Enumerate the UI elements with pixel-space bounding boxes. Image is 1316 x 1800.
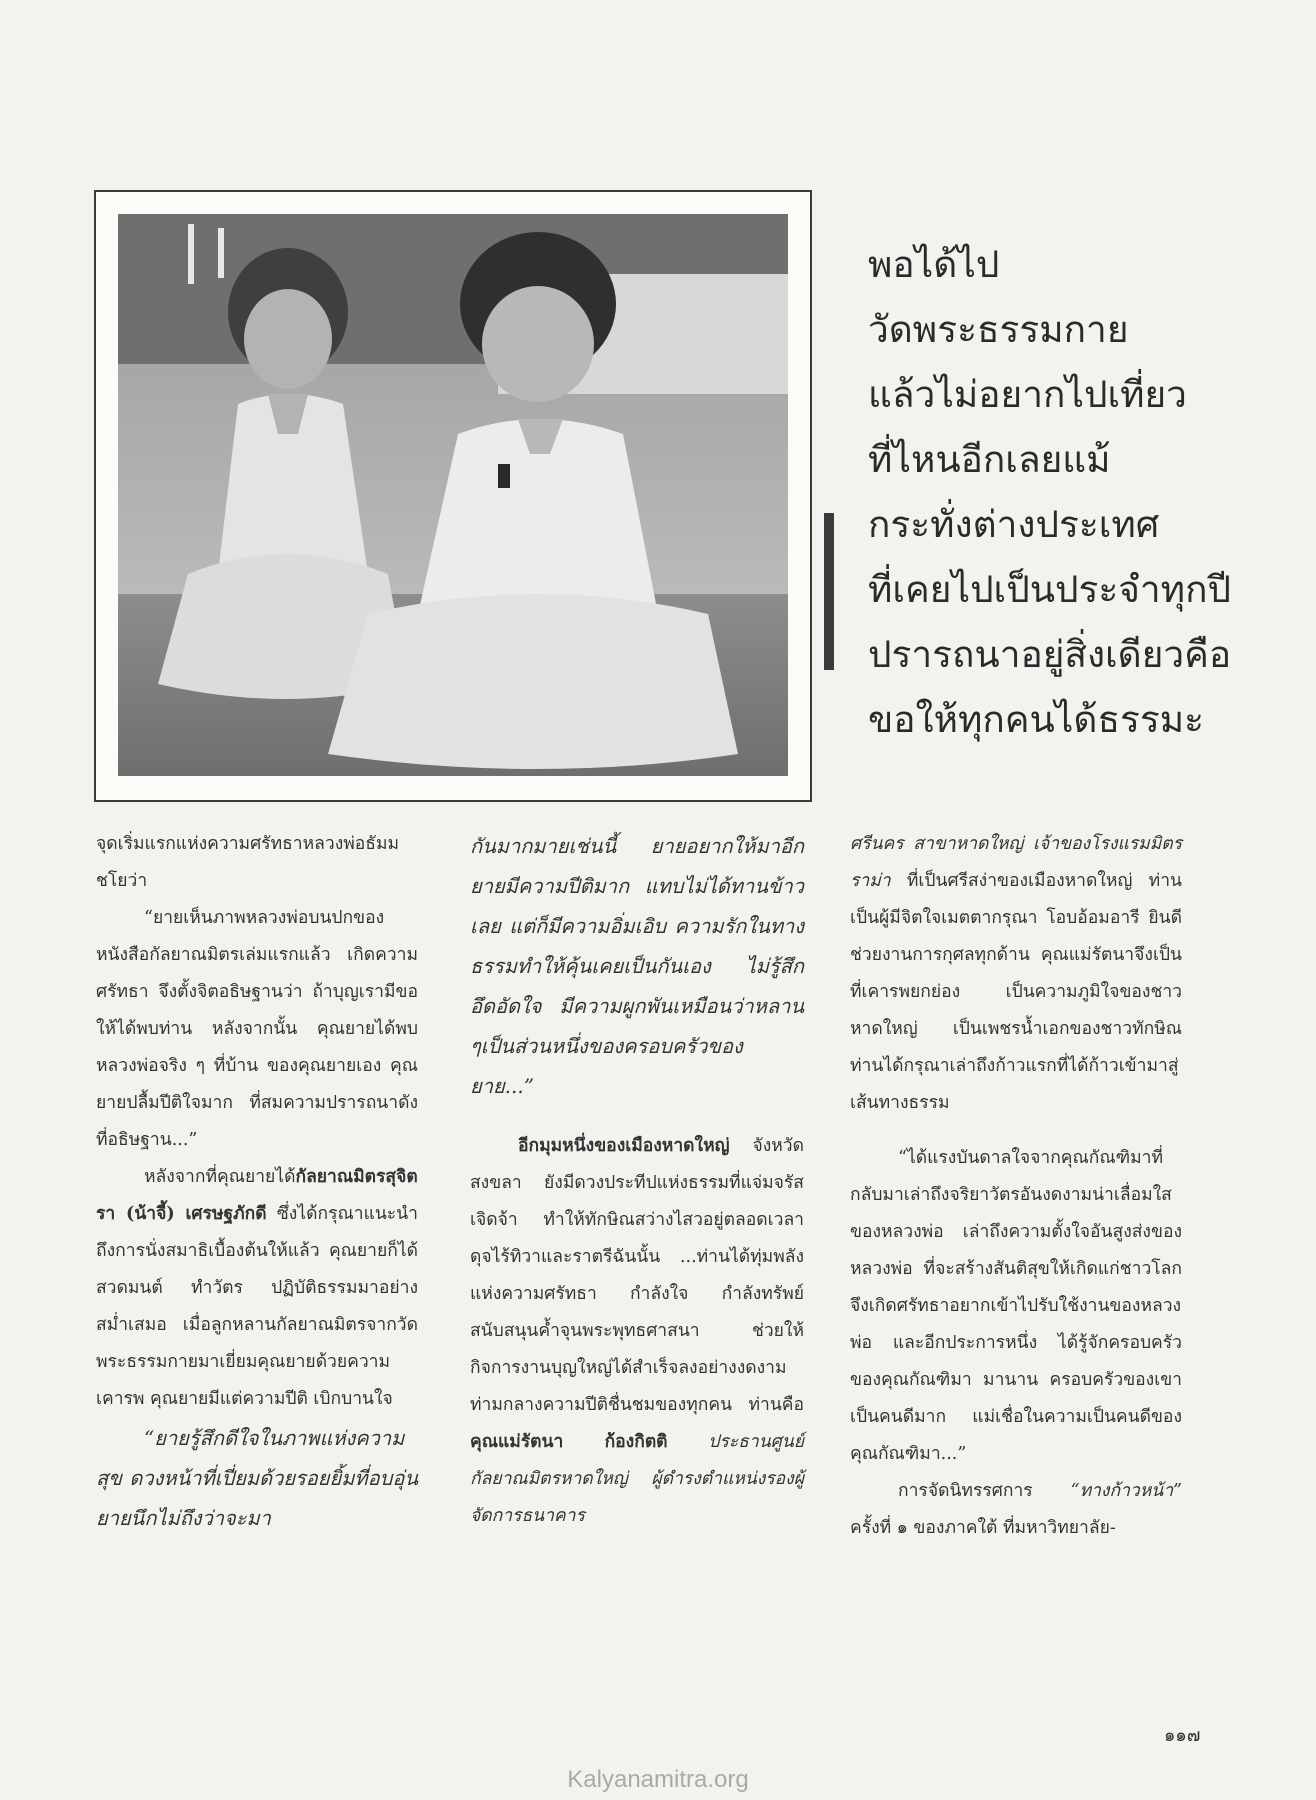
article-column-1 xyxy=(96,826,418,1538)
italic-run: “ทางก้าวหน้า” xyxy=(1070,1481,1182,1501)
photo-frame xyxy=(94,190,812,802)
paragraph: จุดเริ่มแรกแห่งความศรัทธาหลวงพ่อธัมมชโยว่า xyxy=(96,834,400,891)
pullquote-line: ปรารถนาอยู่สิ่งเดียวคือ xyxy=(868,633,1232,676)
paragraph xyxy=(850,1473,1182,1547)
text-run: การจัดนิทรรศการ xyxy=(898,1481,1071,1501)
pullquote-bar xyxy=(824,513,834,670)
site-watermark: Kalyanamitra.org xyxy=(567,1766,749,1793)
article-column-3 xyxy=(850,826,1182,1547)
text-run: หลังจากที่คุณยายได้ xyxy=(144,1167,296,1187)
pullquote-line: ที่เคยไปเป็นประจำทุกปี xyxy=(868,568,1231,611)
bold-heading: อีกมุมหนึ่งของเมืองหาดใหญ่ xyxy=(518,1136,730,1156)
pullquote-line: แล้วไม่อยากไปเที่ยว xyxy=(868,373,1187,416)
quote-paragraph: “ได้แรงบันดาลใจจากคุณกัณฑิมาที่กลับมาเล่าถึงจริยาวัตรอันงดงามน่าเลื่อมใสของหลวงพ่อ เล่าถึงความตั้งใจอันสูงส่งของหลวงพ่อ ที่จะสร้างสันติสุขให้เกิดแก่ชาวโลก จึงเกิดศรัทธาอยากเข้าไปรับใช้งานของหลวงพ่อ และอีกประการหนึ่ง ได้รู้จักครอบครัวของคุณกัณฑิมา มานาน ครอบครัวของเขาเป็นคนดีมาก แม่เชื่อในความเป็นคนดีของคุณกัณฑิมา...” xyxy=(850,1148,1182,1464)
paragraph xyxy=(96,1159,418,1418)
pullquote-line: พอได้ไป xyxy=(868,243,1000,286)
text-run: ที่เป็นศรีสง่าของเมืองหาดใหญ่ ท่านเป็นผู้มีจิตใจเมตตากรุณา โอบอ้อมอารี ยินดีช่วยงานการกุศลทุกด้าน คุณแม่รัตนาจึงเป็นที่เคารพยกย่อง เป็นความภูมิใจของชาวหาดใหญ่ เป็นเพชรน้ำเอกของชาวทักษิณ ท่านได้กรุณาเล่าถึงก้าวแรกที่ได้ก้าวเข้ามาสู่เส้นทางธรรม xyxy=(850,871,1182,1113)
italic-quote: “ยายรู้สึกดีใจในภาพแห่งความสุข ดวงหน้าที่เปี่ยมด้วยรอยยิ้มที่อบอุ่น ยายนึกไม่ถึงว่าจะมา xyxy=(96,1426,418,1530)
pullquote-line: กระทั่งต่างประเทศ xyxy=(868,503,1160,546)
page-number: ๑๑๗ xyxy=(1164,1725,1201,1746)
quote-paragraph: “ยายเห็นภาพหลวงพ่อบนปกของหนังสือกัลยาณมิตรเล่มแรกแล้ว เกิดความศรัทธา จึงตั้งจิตอธิษฐานว่า ถ้าบุญเรามีขอให้ได้พบท่าน หลังจากนั้น คุณยายได้พบหลวงพ่อจริง ๆ ที่บ้าน ของคุณยายเอง คุณยายปลื้มปีติใจมาก ที่สมความปรารถนาดังที่อธิษฐาน...” xyxy=(96,908,418,1150)
italic-run: ศรีนคร สาขาหาดใหญ่ เจ้าของโรงแรมมิตรราม่า xyxy=(850,834,1182,891)
text-run: ซึ่งได้กรุณาแนะนำถึงการนั่งสมาธิเบื้องต้นให้แล้ว คุณยายก็ได้สวดมนต์ ทำวัตร ปฏิบัติธรรมมาอย่างสม่ำเสมอ เมื่อลูกหลานกัลยาณมิตรจากวัดพระธรรมกายมาเยี่ยมคุณยายด้วยความเคารพ คุณยายมีแต่ความปีติ เบิกบานใจ xyxy=(96,1204,418,1409)
italic-quote: กันมากมายเช่นนี้ ยายอยากให้มาอีก ยายมีความปีติมาก แทบไม่ได้ทานข้าวเลย แต่ก็มีความอิ่มเอิบ ความรักในทางธรรมทำให้คุ้นเคยเป็นกันเอง ไม่รู้สึกอึดอัดใจ มีความผูกพันเหมือนว่าหลาน ๆเป็นส่วนหนึ่งของครอบครัวของยาย...” xyxy=(470,834,804,1098)
pullquote-line: ขอให้ทุกคนได้ธรรมะ xyxy=(868,698,1205,741)
pullquote-line: ที่ไหนอีกเลยแม้ xyxy=(868,438,1111,481)
photo-image xyxy=(118,214,788,776)
bold-name: คุณแม่รัตนา ก้องกิตติ xyxy=(470,1432,668,1452)
text-run: ครั้งที่ ๑ ของภาคใต้ ที่มหาวิทยาลัย- xyxy=(850,1518,1116,1538)
paragraph xyxy=(470,1128,804,1535)
photo-two-women-praying xyxy=(118,214,788,776)
bold-name: กัลยาณมิตรสุจิตรา (น้าจี้) เศรษฐภักดี xyxy=(96,1167,418,1224)
pullquote xyxy=(868,232,1248,752)
text-run: จังหวัดสงขลา ยังมีดวงประทีปแห่งธรรมที่แจ่มจรัสเจิดจ้า ทำให้ทักษิณสว่างไสวอยู่ตลอดเวลา ดุจไร้ทิวาและราตรีฉันนั้น ...ท่านได้ทุ่มพลังแห่งความศรัทธา กำลังใจ กำลังทรัพย์ สนับสนุนค้ำจุนพระพุทธศาสนา ช่วยให้กิจการงานบุญใหญ่ได้สำเร็จลงอย่างงดงาม ท่ามกลางความปีติชื่นชมของทุกคน ท่านคือ xyxy=(470,1136,804,1415)
pullquote-line: วัดพระธรรมกาย xyxy=(868,308,1129,351)
article-column-2 xyxy=(470,826,804,1535)
paragraph xyxy=(850,826,1182,1122)
italic-run: ประธานศูนย์กัลยาณมิตรหาดใหญ่ ผู้ดำรงตำแหน่งรองผู้จัดการธนาคาร xyxy=(470,1432,804,1526)
